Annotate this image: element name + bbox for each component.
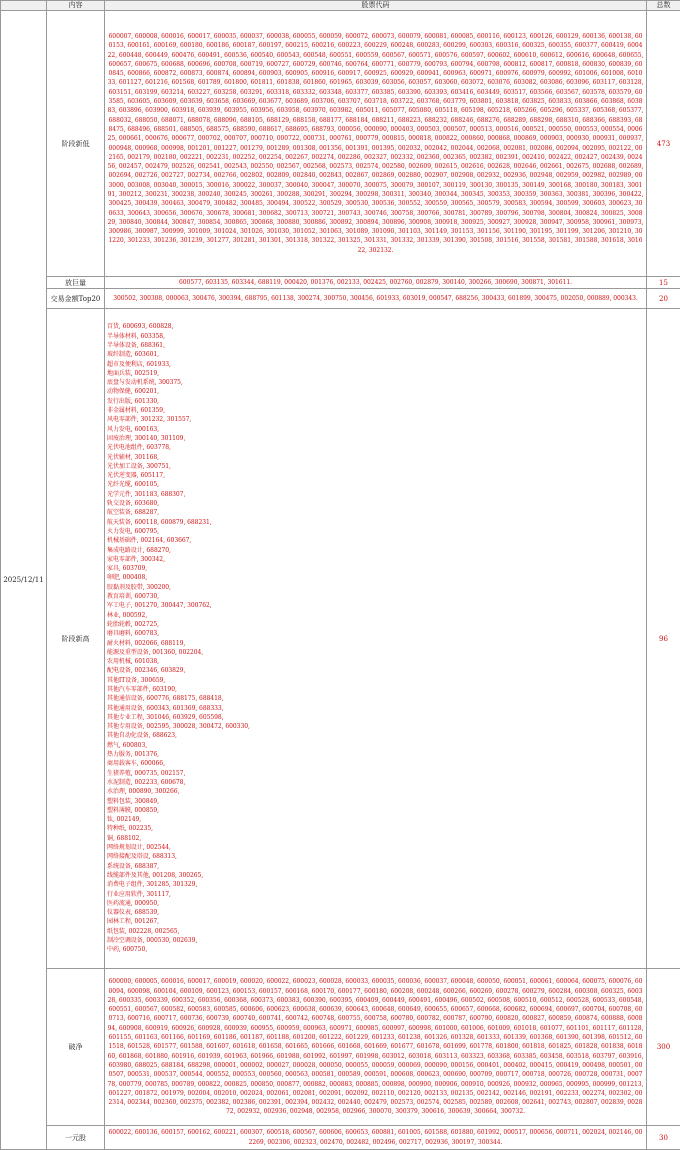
- industry-line: 非金属材料, 601359,: [107, 407, 165, 415]
- industry-line: 能源及重型设备, 001360, 002204,: [107, 648, 204, 656]
- table-row: [1, 289, 680, 309]
- category-cell: 阶段新高: [47, 309, 105, 969]
- industry-line: 配电设备, 002346, 603829,: [107, 667, 186, 675]
- industry-line: 轮胎轮毂, 002725,: [107, 620, 159, 628]
- category-cell: 一元股: [47, 1126, 105, 1150]
- industry-line: 商用载客车, 600066,: [107, 760, 165, 768]
- codes-cell: 300502, 300308, 000063, 300476, 300394, 688795, 601138, 300274, 300750, 300456, 601933, 603019, 000547, 688256, 300433, 601899, 300475, 002050, 000889, 000343.: [105, 289, 647, 309]
- category-cell: 破净: [47, 969, 105, 1126]
- category-cell: 阶段新低: [47, 11, 105, 277]
- industry-line: 其他通信设备, 600776, 688175, 688418,: [107, 695, 224, 703]
- industry-line: 百货, 600693, 600828,: [107, 323, 174, 331]
- industry-line: 光学元件, 301183, 688307,: [107, 490, 186, 498]
- industry-line: 动物保健, 600201,: [107, 388, 159, 396]
- industry-line: 玻纤制造, 603601,: [107, 351, 159, 359]
- codes-cell: 600000, 600005, 600016, 600017, 600019, 600020, 600022, 600023, 600028, 600033, 600035, 600036, 600037, 600048, 600050, 600051, 600061, 600064, 600075, 600076, 600094, 600098, 600104, 600109, 600123, 600153, 600157, 600168, 600170, 600177, 600180, 600208, 600248, 600266, 600269, 600278, 600279, 600284, 600308, 600325, 600328, 600335, 600339, 600352, 600356, 600368, 600373, 600383, 600390, 600395, 600409, 600449, 600491, 600496, 600502, 600508, 600510, 600512, 600528, 600533, 600548, 600551, 600567, 600582, 600583, 600585, 600606, 600623, 600638, 600639, 600643, 600648, 600649, 600655, 600657, 600668, 600682, 600694, 600697, 600704, 600708, 600713, 600716, 600717, 600736, 600739, 600740, 600741, 600742, 600748, 600755, 600758, 600780, 600782, 600787, 600790, 600820, 600827, 600859, 600874, 600888, 600894, 600908, 600919, 600926, 600928, 600939, 600955, 600959, 600963, 600971, 600985, 600997, 600998, 601000, 601006, 601009, 601018, 601077, 601101, 601117, 601128, 601155, 601163, 601166, 601169, 601186, 601187, 601188, 601200, 601222, 601229, 601233, 601238, 601326, 601328, 601333, 601339, 601368, 601390, 601398, 601512, 601518, 601528, 601577, 601588, 601607, 601618, 601658, 601665, 601666, 601668, 601669, 601677, 601678, 601699, 601778, 601800, 601818, 601825, 601828, 601838, 601860, 601868, 601880, 601916, 601939, 601963, 601966, 601988, 601992, 601997, 601998, 603012, 603018, 603113, 603323, 603368, 603385, 603458, 603518, 603797, 603916, 603980, 688025, 688184, 688298, 000001, 000002, 000027, 000028, 000050, 000055, 000059, 000069, 000090, 000156, 000401, 000402, 000415, 000419, 000498, 000501, 000507, 000531, 000537, 000544, 000552, 000553, 000560, 000563, 000581, 000589, 000591, 000608, 000623, 000690, 000709, 000717, 000718, 000726, 000728, 000731, 000778, 000779, 000785, 000789, 000822, 000825, 000850, 000877, 000882, 000883, 000885, 000898, 000900, 000906, 000910, 000926, 000932, 000965, 000995, 000999, 001213, 001227, 001872, 001979, 002004, 002010, 002024, 002061, 002081, 002091, 002092, 002110, 002120, 002133, 002135, 002142, 002146, 002191, 002233, 002274, 002302, 002314, 002344, 002360, 002375, 002382, 002386, 002391, 002394, 002432, 002440, 002479, 002573, 002574, 002585, 002589, 002608, 002641, 002743, 002807, 002839, 002872, 002932, 002936, 002948, 002958, 002966, 300070, 300379, 300616, 300639, 300664, 300732.: [105, 969, 647, 1126]
- industry-line: 光伏加工设备, 300751,: [107, 462, 171, 470]
- category-cell: 放巨量: [47, 277, 105, 289]
- industry-line: 光伏逆变器, 605117,: [107, 472, 165, 480]
- industry-line: 家具, 603709,: [107, 565, 148, 573]
- industry-line: 铜, 688102,: [107, 834, 142, 842]
- industry-line: 钛, 002149,: [107, 816, 142, 824]
- industry-line: 磨具磨料, 600783,: [107, 630, 159, 638]
- industry-line: 半导体材料, 603358,: [107, 332, 165, 340]
- industry-line: 风电零部件, 301232, 301557,: [107, 416, 192, 424]
- table-row: [1, 11, 680, 277]
- new-high-list: [107, 322, 644, 954]
- industry-line: 其他IT设备, 300659,: [107, 676, 166, 684]
- industry-line: 卵肥, 000408,: [107, 574, 148, 582]
- header-codes: 股票代码: [105, 1, 647, 11]
- table-row: [1, 309, 680, 969]
- industry-line: 其他汽车零部件, 603190,: [107, 685, 177, 693]
- industry-line: 集成电路设计, 688270,: [107, 546, 171, 554]
- industry-line: 超市及便利店, 601933,: [107, 360, 171, 368]
- codes-cell: 600577, 603135, 603344, 688119, 000420, 001376, 002133, 002425, 002760, 002879, 300140, 300266, 300690, 300871, 301611.: [105, 277, 647, 289]
- industry-line: 塑料包装, 300849,: [107, 797, 159, 805]
- industry-line: 固废治理, 300140, 301109,: [107, 434, 186, 442]
- industry-line: 轨交设备, 603680,: [107, 500, 159, 508]
- industry-line: 系统设备, 688387,: [107, 862, 159, 870]
- industry-line: 水泥制造, 002233, 600678,: [107, 778, 186, 786]
- industry-line: 行业应用软件, 301117,: [107, 890, 171, 898]
- industry-line: 教育培训, 600730,: [107, 593, 159, 601]
- header-row: [1, 1, 680, 11]
- table-row: [1, 969, 680, 1126]
- industry-line: 网络接配及塔设, 688313,: [107, 853, 177, 861]
- table-row: [1, 277, 680, 289]
- industry-line: 园林工程, 001267,: [107, 918, 159, 926]
- count-cell: 20: [647, 289, 680, 309]
- industry-line: 其他通用设备, 600343, 601369, 688333,: [107, 704, 224, 712]
- industry-line: 地面兵装, 002519,: [107, 369, 159, 377]
- count-cell: 96: [647, 309, 680, 969]
- codes-cell: 600007, 600008, 600016, 600017, 600035, 600037, 600038, 600055, 600059, 600072, 600073, 600079, 600081, 600085, 600116, 600123, 600126, 600129, 600136, 600138, 600153, 600161, 600169, 600180, 600186, 600187, 600197, 600215, 600216, 600223, 600229, 600248, 600283, 600299, 600303, 600316, 600325, 600355, 600377, 600419, 600422, 600448, 600449, 600476, 600491, 600536, 600540, 600543, 600548, 600551, 600559, 600567, 600571, 600576, 600597, 600602, 600610, 600612, 600616, 600648, 600655, 600657, 600675, 600688, 600696, 600708, 600719, 600727, 600729, 600746, 600764, 600771, 600779, 600793, 600794, 600798, 600812, 600817, 600818, 600830, 600839, 600845, 600866, 600872, 600873, 600874, 600894, 600903, 600905, 600916, 600917, 600925, 600929, 600941, 600963, 600971, 600976, 600979, 600992, 601006, 601008, 601033, 601127, 601216, 601568, 601789, 601800, 601811, 601838, 601860, 601965, 603039, 603056, 603057, 603060, 603072, 603076, 603082, 603086, 603096, 603117, 603128, 603151, 603199, 603214, 603227, 603258, 603291, 603318, 603332, 603348, 603377, 603385, 603390, 603393, 603416, 603449, 603517, 603566, 603567, 603578, 603579, 603585, 603605, 603609, 603639, 603658, 603669, 603677, 603689, 603706, 603707, 603718, 603722, 603768, 603779, 603801, 603818, 603825, 603833, 603866, 603868, 603883, 603896, 603900, 603918, 603939, 603955, 603956, 603958, 603970, 603982, 605011, 605077, 605080, 605118, 605198, 605218, 605266, 605296, 605337, 605368, 605377, 688032, 688050, 688071, 688078, 688096, 688105, 688129, 688158, 688177, 688184, 688211, 688223, 688232, 688246, 688276, 688289, 688298, 688310, 688366, 688393, 688475, 688496, 688501, 688505, 688575, 688590, 688617, 688695, 688793, 000056, 000090, 000403, 000503, 000507, 000513, 000516, 000521, 000550, 000553, 000554, 000625, 000661, 000676, 000677, 000702, 000707, 000710, 000722, 000731, 000761, 000779, 000815, 000818, 000822, 000860, 000868, 000869, 000903, 000930, 000931, 000937, 000948, 000968, 000998, 001201, 001227, 001279, 001289, 001308, 001356, 001391, 001395, 002032, 002042, 002044, 002068, 002081, 002086, 002094, 002095, 002122, 002165, 002179, 002180, 002221, 002231, 002252, 002254, 002267, 002274, 002286, 002327, 002332, 002360, 002365, 002382, 002391, 002410, 002422, 002427, 002439, 002456, 002457, 002479, 002526, 002541, 002543, 002550, 002567, 002568, 002573, 002574, 002580, 002609, 002615, 002616, 002628, 002646, 002661, 002675, 002688, 002689, 002694, 002726, 002727, 002734, 002766, 002802, 002809, 002840, 002843, 002867, 002869, 002880, 002907, 002908, 002932, 002936, 002948, 002959, 002982, 002989, 003000, 003008, 003040, 300015, 300016, 300022, 300037, 300040, 300047, 300070, 300075, 300079, 300107, 300119, 300130, 300135, 300149, 300168, 300180, 300183, 300191, 300212, 300231, 300238, 300240, 300245, 300261, 300288, 300291, 300294, 300298, 300311, 300340, 300344, 300345, 300353, 300359, 300363, 300381, 300396, 300422, 300425, 300439, 300463, 300479, 300482, 300485, 300494, 300522, 300529, 300530, 300536, 300552, 300559, 300565, 300579, 300583, 300594, 300599, 300603, 300623, 300633, 300643, 300656, 300676, 300678, 300681, 300682, 300713, 300721, 300743, 300746, 300758, 300766, 300781, 300789, 300796, 300798, 300804, 300824, 300825, 300829, 300840, 300844, 300847, 300854, 300865, 300868, 300880, 300886, 300892, 300894, 300896, 300908, 300918, 300925, 300927, 300928, 300947, 300958, 300961, 300973, 300986, 300987, 300999, 301009, 301024, 301026, 301030, 301052, 301063, 301089, 301090, 301103, 301149, 301153, 301156, 301190, 301195, 301199, 301206, 301210, 301220, 301233, 301236, 301239, 301277, 301281, 301301, 301318, 301322, 301325, 301331, 301332, 301339, 301390, 301508, 301516, 301558, 301581, 301588, 301618, 301622, 302132.: [105, 11, 647, 277]
- industry-line: 消费电子组件, 301285, 301329,: [107, 881, 198, 889]
- industry-line: 线缆部件及其他, 001208, 300265,: [107, 871, 204, 879]
- header-date: [1, 1, 47, 11]
- count-cell: 300: [647, 969, 680, 1126]
- industry-line: 耐火材料, 002066, 688119,: [107, 639, 186, 647]
- industry-line: 塑料薄膜, 000859,: [107, 806, 159, 814]
- industry-line: 光伏辅材, 301168,: [107, 453, 159, 461]
- industry-line: 航天装备, 600118, 600879, 688231,: [107, 518, 212, 526]
- industry-line: 网络规划设计, 002544,: [107, 844, 171, 852]
- industry-line: 航空装备, 688287,: [107, 509, 159, 517]
- industry-line: 机械基础件, 002164, 603667,: [107, 537, 192, 545]
- codes-cell: 600022, 600136, 600157, 600162, 600221, 600307, 600518, 600567, 600606, 600653, 600881, 601005, 601588, 601880, 601992, 000517, 000656, 000711, 002024, 002146, 002269, 002306, 002323, 002470, 002482, 002496, 002717, 002936, 300197, 300344.: [105, 1126, 647, 1150]
- industry-line: 燃气, 600803,: [107, 741, 148, 749]
- industry-line: 风力发电, 600163,: [107, 425, 159, 433]
- industry-line: 光纤光缆, 600105,: [107, 481, 159, 489]
- codes-cell: [105, 309, 647, 969]
- industry-line: 军工电子, 001270, 300447, 300762,: [107, 602, 212, 610]
- industry-line: 发行出版, 601330,: [107, 397, 159, 405]
- industry-line: 制冷空调设备, 000530, 002639,: [107, 937, 198, 944]
- count-cell: 473: [647, 11, 680, 277]
- industry-line: 林业, 000592,: [107, 611, 148, 619]
- industry-line: 热力服务, 001376,: [107, 751, 159, 759]
- industry-line: 其他专用设备, 002595, 300028, 300472, 600330,: [107, 723, 250, 731]
- header-count: 总数: [647, 1, 680, 11]
- industry-line: 光伏电池组件, 603778,: [107, 444, 171, 452]
- industry-line: 胶黏剂及胶带, 300200,: [107, 583, 171, 591]
- industry-line: 底盘与发动机系统, 300375,: [107, 379, 183, 387]
- table-row: [1, 1126, 680, 1150]
- industry-line: 农用机械, 601038,: [107, 658, 159, 666]
- count-cell: 15: [647, 277, 680, 289]
- industry-line: 生猪养殖, 000735, 002157,: [107, 769, 186, 777]
- industry-line: 其他专业工程, 301046, 603929, 605598,: [107, 713, 224, 721]
- industry-line: 火力发电, 600795,: [107, 527, 159, 535]
- industry-line: 中药, 600750,: [107, 946, 148, 954]
- count-cell: 30: [647, 1126, 680, 1150]
- industry-line: 特种纸, 002235,: [107, 825, 154, 833]
- industry-line: 家电零部件, 300342,: [107, 555, 165, 563]
- category-cell: 交易金额Top20: [47, 289, 105, 309]
- date-cell: 2025/12/11: [1, 11, 47, 1150]
- industry-line: 仪器仪表, 688539,: [107, 909, 159, 917]
- industry-line: 医药流通, 000950,: [107, 899, 159, 907]
- industry-line: 其他自动化设备, 688623,: [107, 732, 177, 740]
- industry-line: 纸包装, 002228, 002565,: [107, 927, 180, 935]
- industry-line: 水治理, 000890, 300266,: [107, 788, 180, 796]
- industry-line: 半导体设备, 688361,: [107, 342, 165, 349]
- header-category: 内容: [47, 1, 105, 11]
